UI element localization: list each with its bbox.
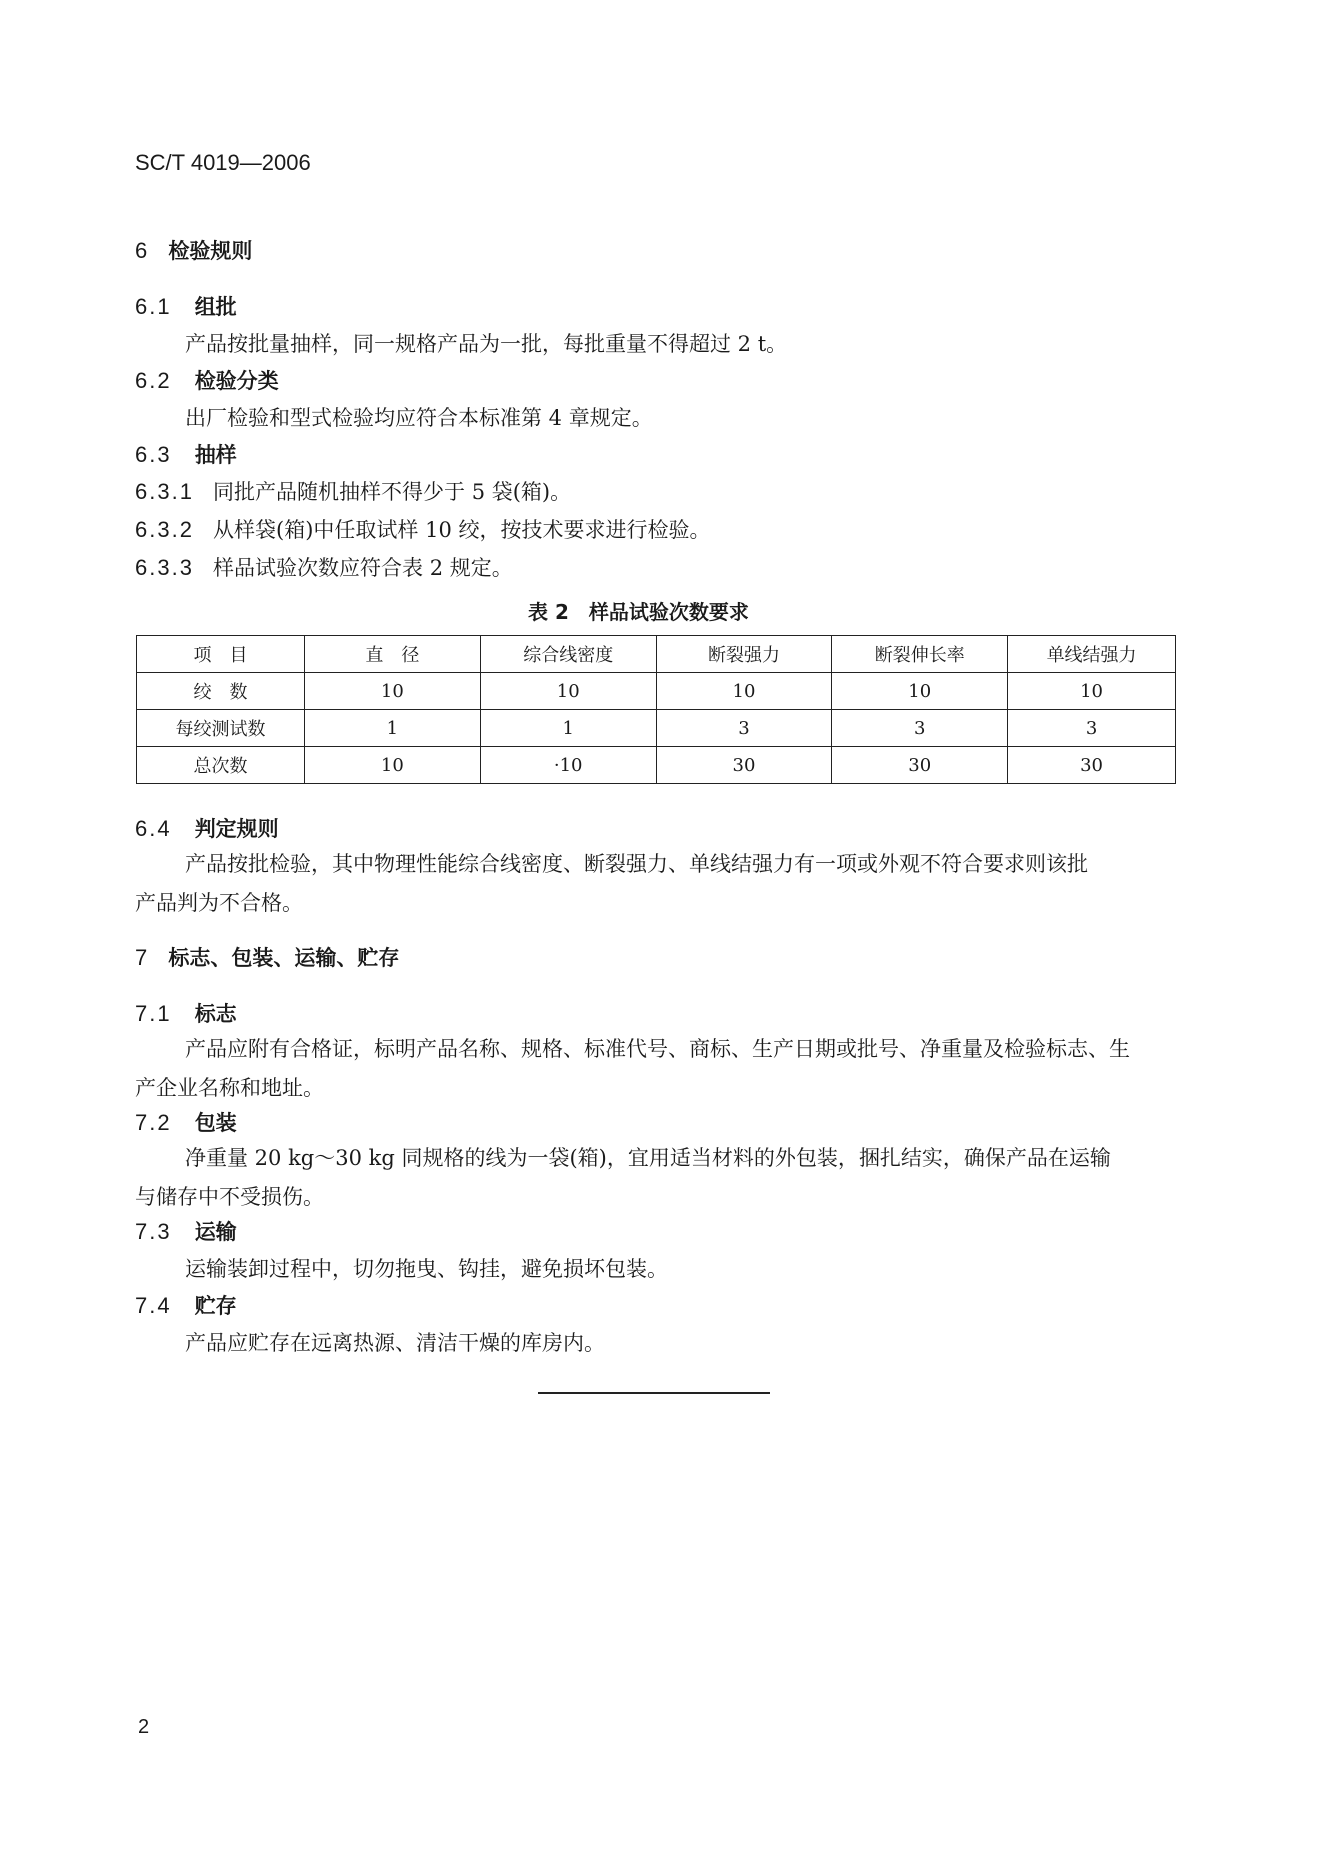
table-header-cell: 单线结强力 bbox=[1008, 636, 1176, 673]
section-7-3-heading bbox=[135, 1216, 237, 1246]
section-7-1-heading bbox=[135, 998, 237, 1028]
section-title: 抽样 bbox=[194, 443, 237, 467]
table-cell: 10 bbox=[304, 673, 480, 710]
paragraph-line: 产品应附有合格证，标明产品名称、规格、标准代号、商标、生产日期或批号、净重量及检验标志、生 bbox=[185, 1037, 1130, 1061]
table-header-cell: 直 径 bbox=[304, 636, 480, 673]
paragraph-line: 产企业名称和地址。 bbox=[135, 1076, 324, 1100]
table-header-cell: 断裂强力 bbox=[656, 636, 832, 673]
section-7-4-heading bbox=[135, 1290, 237, 1320]
table-cell: 1 bbox=[304, 710, 480, 747]
section-title: 包装 bbox=[194, 1111, 237, 1135]
table-cell: 总次数 bbox=[137, 747, 305, 784]
table-caption: 表 2 样品试验次数要求 bbox=[528, 600, 749, 624]
section-title: 检验规则 bbox=[168, 239, 253, 263]
table-header-cell: 项 目 bbox=[137, 636, 305, 673]
table-row bbox=[137, 747, 1176, 784]
section-6-3-1 bbox=[135, 476, 571, 506]
table-cell: 3 bbox=[832, 710, 1008, 747]
section-title: 组批 bbox=[194, 295, 237, 319]
table-header-row bbox=[137, 636, 1176, 673]
section-6-3-3 bbox=[135, 552, 513, 582]
table-cell: 10 bbox=[1008, 673, 1176, 710]
table-row bbox=[137, 710, 1176, 747]
section-6-2-text: 出厂检验和型式检验均应符合本标准第 4 章规定。 bbox=[185, 406, 653, 430]
end-divider bbox=[538, 1392, 770, 1394]
table-cell: 30 bbox=[1008, 747, 1176, 784]
page-number: 2 bbox=[138, 1716, 150, 1738]
section-6-3-2 bbox=[135, 514, 711, 544]
section-number: 6.1 bbox=[135, 294, 172, 319]
table-cell: 10 bbox=[832, 673, 1008, 710]
table-row bbox=[137, 673, 1176, 710]
section-7-4-text: 产品应贮存在远离热源、清洁干燥的库房内。 bbox=[185, 1331, 605, 1355]
section-6-2-heading bbox=[135, 365, 279, 395]
section-number: 6.3 bbox=[135, 442, 172, 467]
table-cell: 30 bbox=[832, 747, 1008, 784]
section-number: 6.3.2 bbox=[135, 517, 194, 542]
section-number: 6.2 bbox=[135, 368, 172, 393]
table-cell: ·10 bbox=[480, 747, 656, 784]
section-7-1-paragraph bbox=[135, 1030, 1175, 1108]
section-text: 样品试验次数应符合表 2 规定。 bbox=[213, 556, 513, 580]
section-7-3-text: 运输装卸过程中，切勿拖曳、钩挂，避免损坏包装。 bbox=[185, 1257, 668, 1281]
section-number: 6.3.1 bbox=[135, 479, 194, 504]
section-number: 7 bbox=[135, 945, 150, 970]
table-cell: 10 bbox=[656, 673, 832, 710]
paragraph-line: 净重量 20 kg～30 kg 同规格的线为一袋(箱)，宜用适当材料的外包装，捆扎结实，确保产品在运输 bbox=[185, 1146, 1111, 1170]
table-cell: 每绞测试数 bbox=[137, 710, 305, 747]
section-text: 同批产品随机抽样不得少于 5 袋(箱)。 bbox=[213, 480, 572, 504]
section-6-heading bbox=[135, 235, 252, 265]
section-6-4-heading bbox=[135, 813, 279, 843]
paragraph-line: 产品按批检验，其中物理性能综合线密度、断裂强力、单线结强力有一项或外观不符合要求则该批 bbox=[185, 852, 1088, 876]
section-6-1-heading bbox=[135, 291, 237, 321]
section-number: 7.3 bbox=[135, 1219, 172, 1244]
section-title: 检验分类 bbox=[194, 369, 279, 393]
section-title: 运输 bbox=[194, 1220, 237, 1244]
section-number: 6 bbox=[135, 238, 150, 263]
table-cell: 10 bbox=[304, 747, 480, 784]
section-number: 6.4 bbox=[135, 816, 172, 841]
section-text: 从样袋(箱)中任取试样 10 绞，按技术要求进行检验。 bbox=[213, 518, 711, 542]
table-cell: 3 bbox=[1008, 710, 1176, 747]
section-6-3-heading bbox=[135, 439, 237, 469]
section-title: 标志 bbox=[194, 1002, 237, 1026]
section-6-4-paragraph bbox=[135, 845, 1175, 923]
table-cell: 10 bbox=[480, 673, 656, 710]
section-7-2-heading bbox=[135, 1107, 237, 1137]
paragraph-line: 与储存中不受损伤。 bbox=[135, 1185, 324, 1209]
table-cell: 30 bbox=[656, 747, 832, 784]
standard-code: SC/T 4019—2006 bbox=[135, 150, 311, 175]
table-header-cell: 断裂伸长率 bbox=[832, 636, 1008, 673]
section-7-2-paragraph bbox=[135, 1139, 1175, 1217]
section-number: 7.1 bbox=[135, 1001, 172, 1026]
paragraph-line: 产品判为不合格。 bbox=[135, 891, 303, 915]
table-cell: 1 bbox=[480, 710, 656, 747]
section-6-1-text: 产品按批量抽样，同一规格产品为一批，每批重量不得超过 2 t。 bbox=[185, 332, 788, 356]
table-cell: 绞 数 bbox=[137, 673, 305, 710]
section-title: 判定规则 bbox=[194, 817, 279, 841]
section-number: 7.4 bbox=[135, 1293, 172, 1318]
section-number: 7.2 bbox=[135, 1110, 172, 1135]
section-7-heading bbox=[135, 942, 399, 972]
section-title: 标志、包装、运输、贮存 bbox=[168, 946, 400, 970]
table-header-cell: 综合线密度 bbox=[480, 636, 656, 673]
sample-test-table bbox=[136, 635, 1176, 784]
section-title: 贮存 bbox=[194, 1294, 237, 1318]
section-number: 6.3.3 bbox=[135, 555, 194, 580]
table-cell: 3 bbox=[656, 710, 832, 747]
